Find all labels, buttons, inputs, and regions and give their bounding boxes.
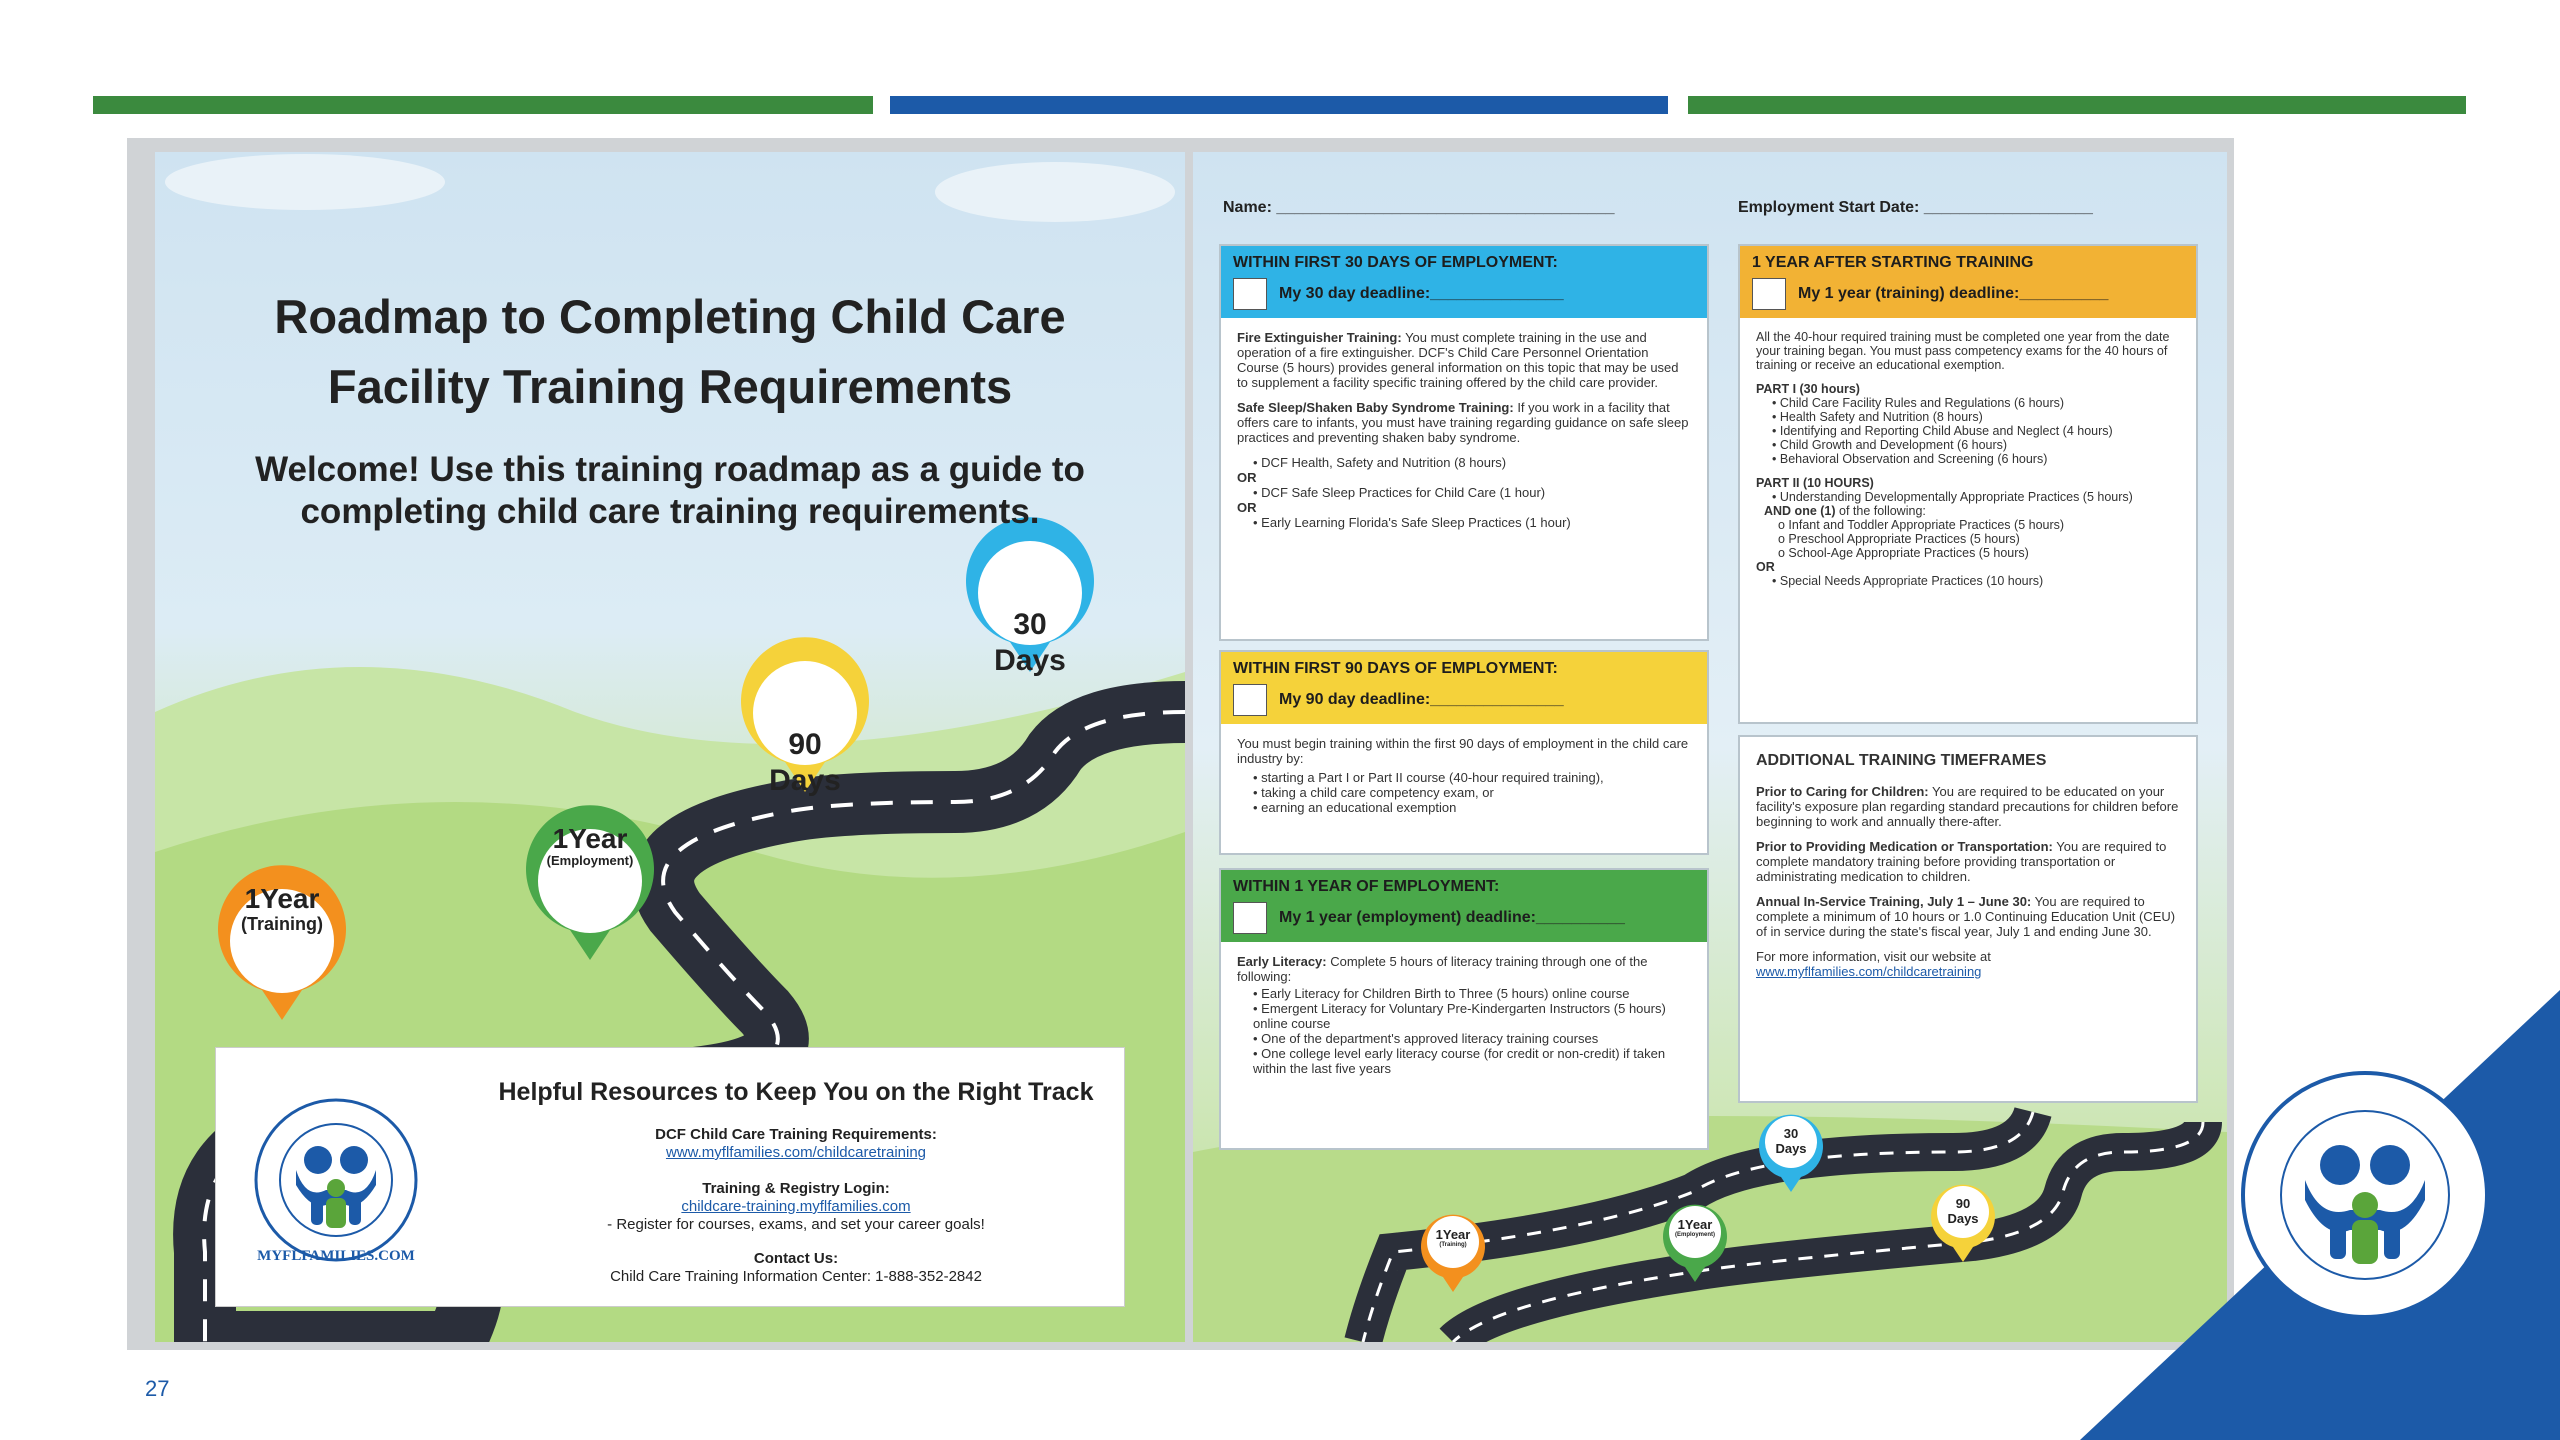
registry-login-block: Training & Registry Login: childcare-training.myflfamilies.com - Register for courses, exams, and set your career goals! [556, 1180, 1036, 1234]
deadline-30-checkbox[interactable] [1233, 278, 1267, 310]
employment-start-field[interactable]: Employment Start Date: ___________________ [1738, 199, 2093, 216]
deadline-training-field[interactable]: My 1 year (training) deadline:__________ [1798, 285, 2109, 302]
card-1-year-employment-body: Early Literacy: Complete 5 hours of literacy training through one of the following: • Early Literacy for Children Birth to Three (5 hours) online course • Emergent Literacy for Voluntary Pre-Kindergarten Instructors (5 hours) online course • One of the department's approved literacy training courses • One college level early literacy course (for credit or non-credit) if taken within the last five years [1221, 942, 1707, 1088]
card-30-days [1219, 244, 1709, 641]
deadline-90-field[interactable]: My 90 day deadline:_______________ [1279, 691, 1564, 708]
brochure-cover-panel [155, 152, 1185, 1342]
myflfamilies-logo-text: MYFLFAMILIES.COM [257, 1248, 415, 1264]
training-requirements-block: DCF Child Care Training Requirements: www.myflfamilies.com/childcaretraining [556, 1126, 1036, 1162]
card-1-year-training-body: All the 40-hour required training must be completed one year from the date your training began. You must pass competency exams for the 40 hours of training or receive an educational exemption. PART I (30 hours) • Child Care Facility Rules and Regulations (6 hours) • Health Safety and Nutrition (8 hours) • Identifying and Reporting Child Abuse and Neglect (4 hours) • Child Growth and Development (6 hours) • Behavioral Observation and Screening (6 hours) PART II (10 HOURS) • Understanding Developmentally Appropriate Practices (5 hours) AND one (1) of the following: o Infant and Toddler Appropriate Practices (5 hours) o Preschool Appropriate Practices (5 hours) o School-Age Appropriate Practices (5 hours) OR • Special Needs Appropriate Practices (10 hours) [1740, 318, 2196, 600]
top-bar-blue-center [890, 96, 1668, 114]
name-field[interactable]: Name: ______________________________________ [1223, 199, 1615, 216]
training-requirements-link[interactable]: www.myflfamilies.com/childcaretraining [665, 1144, 927, 1161]
card-90-body: You must begin training within the first 90 days of employment in the child care industry by: • starting a Part I or Part II course (40-hour required training), • taking a child care competency exam, or • earning an educational exemption [1221, 724, 1707, 827]
page-number: 27 [145, 1376, 170, 1401]
contact-block: Contact Us: Child Care Training Information Center: 1-888-352-2842 [610, 1250, 982, 1285]
pin-1-year-employment-label: 1Year (Employment) [546, 823, 634, 868]
corner-decoration [1960, 990, 2560, 1440]
deadline-90-checkbox[interactable] [1233, 684, 1267, 716]
registry-login-link[interactable]: childcare-training.myflfamilies.com [681, 1198, 911, 1215]
dcf-logo [246, 1090, 426, 1270]
deadline-30-field[interactable]: My 30 day deadline:_______________ [1279, 285, 1564, 302]
page-title: Roadmap to Completing Child Care Facility Training Requirements [274, 290, 1066, 413]
resources-box [215, 1047, 1125, 1307]
mini-pin-training-label: 1Year (Training) [1435, 1227, 1471, 1248]
card-additional-timeframes: ADDITIONAL TRAINING TIMEFRAMES Prior to Caring for Children: You are required to be educated on your facility's exposure plan regarding standard precautions for children before beginning to work and annually there-after. Prior to Providing Medication or Transportation: You are required to complete mandatory training before providing transportation or administrating medication to children. Annual In-Service Training, July 1 – June 30: You are required to complete a minimum of 10 hours or 1.0 Continuing Education Unit (CEU) of in service during the state's fiscal year, July 1 and ending June 30. For more information, visit our website at www.myflfamilies.com/childcaretraining [1738, 735, 2198, 1103]
deadline-employment-field[interactable]: My 1 year (employment) deadline:__________ [1279, 909, 1625, 926]
pin-1-year-training-label: 1Year (Training) [241, 883, 323, 934]
pin-90-days-label: 90 Days [769, 728, 841, 797]
mini-pin-30-label: 30 Days [1775, 1126, 1807, 1156]
top-bar-green-right [1688, 96, 2466, 114]
mini-pin-employment-label: 1Year (Employment) [1674, 1217, 1715, 1238]
deadline-training-checkbox[interactable] [1752, 278, 1786, 310]
card-1-year-employment [1219, 868, 1709, 1150]
card-1-year-training [1738, 244, 2198, 724]
website-link[interactable]: www.myflfamilies.com/childcaretraining [1756, 964, 1982, 979]
resources-title: Helpful Resources to Keep You on the Right Track [498, 1078, 1094, 1106]
card-1-year-employment-header: WITHIN 1 YEAR OF EMPLOYMENT: My 1 year (employment) deadline:__________ [1221, 870, 1707, 942]
card-1-year-training-header: 1 YEAR AFTER STARTING TRAINING My 1 year (training) deadline:__________ [1740, 246, 2196, 318]
mini-pin-90-label: 90 Days [1947, 1196, 1979, 1226]
welcome-text: Welcome! Use this training roadmap as a guide to completing child care training requirements. [255, 450, 1085, 531]
card-90-header: WITHIN FIRST 90 DAYS OF EMPLOYMENT: My 90 day deadline:_______________ [1221, 652, 1707, 724]
pin-30-days-label: 30 Days [994, 608, 1066, 677]
additional-header: ADDITIONAL TRAINING TIMEFRAMES [1756, 752, 2047, 769]
card-30-body: Fire Extinguisher Training: You must complete training in the use and operation of a fire extinguisher. DCF's Child Care Personnel Orientation Course (5 hours) provides general information on this topic that may be used to supplement a facility specific training offered by the child care provider. Safe Sleep/Shaken Baby Syndrome Training: If you work in a facility that offers care to infants, you must have training regarding guidance on safe sleep practices and preventing shaken baby syndrome. • DCF Health, Safety and Nutrition (8 hours) OR • DCF Safe Sleep Practices for Child Care (1 hour) OR • Early Learning Florida's Safe Sleep Practices (1 hour) [1221, 318, 1707, 542]
top-bar-green-left [93, 96, 873, 114]
deadline-employment-checkbox[interactable] [1233, 902, 1267, 934]
card-30-header: WITHIN FIRST 30 DAYS OF EMPLOYMENT: My 30 day deadline:_______________ [1221, 246, 1707, 318]
card-90-days [1219, 650, 1709, 855]
